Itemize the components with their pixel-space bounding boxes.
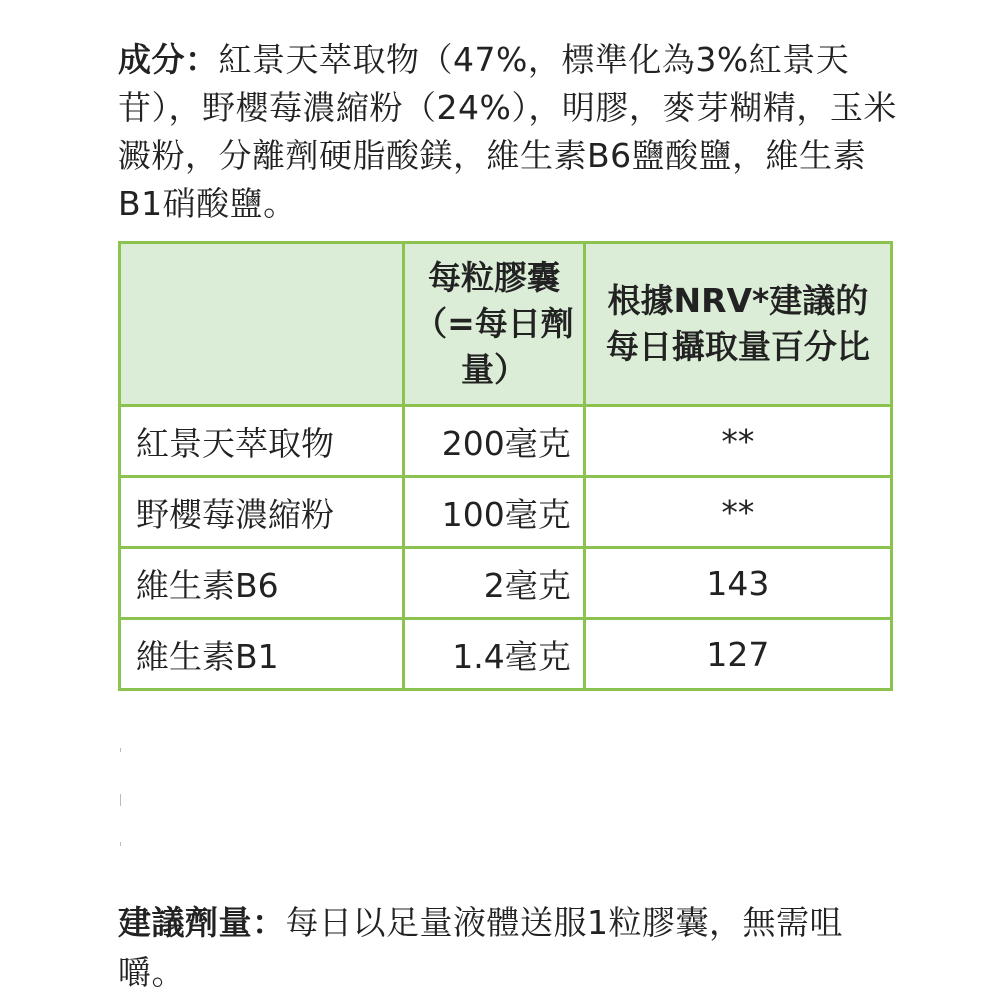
row-amount-cell: 1.4毫克	[404, 619, 585, 690]
row-nrv-cell: **	[584, 477, 891, 548]
ingredients-paragraph	[118, 36, 898, 228]
row-nrv-cell: **	[584, 406, 891, 477]
table-row	[120, 619, 892, 690]
header-amount-cell	[404, 243, 585, 406]
dosage-label: 建議劑量：	[118, 903, 286, 942]
row-amount-cell: 200毫克	[404, 406, 585, 477]
decorative-tick-marks	[120, 748, 122, 848]
dosage-text: 每日以足量液體送服1粒膠囊，無需咀嚼。	[118, 903, 843, 992]
ingredients-label: 成分：	[118, 40, 219, 79]
header-name-cell	[120, 243, 404, 406]
dosage-paragraph	[118, 898, 898, 998]
nutrition-table	[118, 241, 893, 691]
header-amount-label: 每粒膠囊（=每日劑量）	[414, 258, 574, 389]
tick-mark	[120, 748, 121, 752]
tick-mark	[120, 842, 121, 846]
row-name-cell: 維生素B6	[120, 548, 404, 619]
row-name-cell: 維生素B1	[120, 619, 404, 690]
table-row	[120, 548, 892, 619]
table-row	[120, 477, 892, 548]
header-nrv-cell	[584, 243, 891, 406]
table-header-row	[120, 243, 892, 406]
tick-mark	[120, 794, 121, 806]
row-amount-cell: 2毫克	[404, 548, 585, 619]
row-name-cell: 紅景天萃取物	[120, 406, 404, 477]
table-row	[120, 406, 892, 477]
row-nrv-cell: 127	[584, 619, 891, 690]
row-name-cell: 野櫻莓濃縮粉	[120, 477, 404, 548]
ingredients-text: 紅景天萃取物（47%，標準化為3%紅景天苷），野櫻莓濃縮粉（24%），明膠，麥芽糊精，玉米澱粉，分離劑硬脂酸鎂，維生素B6鹽酸鹽，維生素B1硝酸鹽。	[118, 40, 897, 223]
header-nrv-label: 根據NRV*建議的每日攝取量百分比	[605, 281, 870, 366]
row-nrv-cell: 143	[584, 548, 891, 619]
row-amount-cell: 100毫克	[404, 477, 585, 548]
